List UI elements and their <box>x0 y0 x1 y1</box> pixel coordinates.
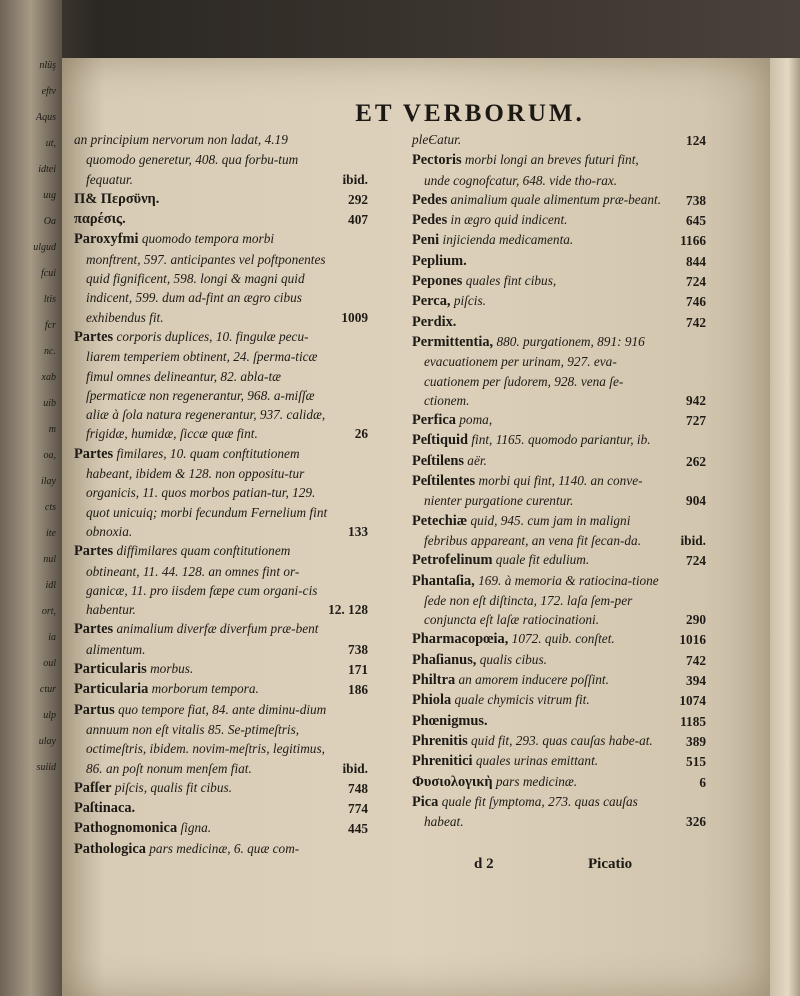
entry-text: quid fit, 293. quas cauſas habe-at. <box>471 732 653 748</box>
entry-text: quales fint cibus, <box>465 273 557 289</box>
entry-text: qualis cibus. <box>479 651 547 667</box>
left-margin-fragment: Oa <box>43 216 56 227</box>
entry-page-number: 1074 <box>679 693 706 709</box>
index-entry <box>74 679 368 699</box>
entry-page-number: 394 <box>686 673 706 689</box>
entry-page-number: 774 <box>348 801 368 817</box>
left-margin-fragment: ulgud <box>33 242 56 253</box>
index-entry <box>412 291 706 311</box>
right-column <box>412 130 710 831</box>
left-margin-fragment: ilay <box>41 476 56 487</box>
entry-headword: Pathognomonica <box>74 820 178 837</box>
entry-headword: Partes <box>74 445 114 462</box>
entry-page-number: 292 <box>348 191 368 207</box>
entry-text: quo tempore fiat, 84. ante diminu-dium annuum non eſt vitalis 85. Se-ptimeſtris, octimeſtris, ibidem. novim-meſtris, legitimus, 86. an poſt nonum menſem fiat. <box>86 701 327 776</box>
left-page-edge <box>0 0 62 996</box>
entry-text: diffimilares quam conftitutionem obtineant, 11. 44. 128. an omnes fint or-ganicæ, 11. pro iisdem fæpe cum organi-cis habentur. <box>86 543 318 618</box>
entry-page-number: 407 <box>348 212 368 228</box>
left-margin-fragment: nul <box>43 554 56 565</box>
entry-page-number: 727 <box>686 413 706 429</box>
entry-text: pars medicinæ. <box>495 773 578 789</box>
left-margin-fragment: ite <box>46 528 56 539</box>
index-entry <box>74 839 328 859</box>
index-entry <box>412 251 706 271</box>
index-entry <box>74 444 368 541</box>
entry-headword: Particularis <box>74 661 147 678</box>
entry-page-number: 124 <box>686 133 706 148</box>
entry-page-number: 645 <box>686 213 706 229</box>
index-entry <box>74 700 368 778</box>
index-entry <box>412 511 706 551</box>
index-entry <box>412 130 706 150</box>
entry-page-number: 6 <box>699 774 706 790</box>
entry-page-number: 186 <box>348 682 368 698</box>
left-margin-fragment: uib <box>43 398 56 409</box>
left-margin-fragment: nc. <box>44 346 56 357</box>
index-entry <box>74 209 368 229</box>
entry-headword: Pedes <box>412 191 448 208</box>
entry-text: pars medicinæ, 6. quæ com- <box>149 840 300 856</box>
entry-headword: Partus <box>74 701 115 718</box>
left-margin-fragment: ulp <box>43 710 56 721</box>
entry-page-number: 748 <box>348 780 368 796</box>
entry-headword: Peſtilens <box>412 452 464 469</box>
entry-page-number: ibid. <box>342 760 368 776</box>
entry-headword: Perfica <box>412 412 456 429</box>
entry-text: corporis duplices, 10. fingulæ pecu-liarem temperiem obtinent, 24. ſperma-ticæ fimul omnes delineantur, 82. abla-tæ ſpermaticæ non regenerantur, 968. a-miſſæ aliæ à ſola natura regenerantur, 937. calidæ, frigidæ, humidæ, ſiccæ quæ fint. <box>86 328 326 442</box>
entry-page-number: 171 <box>348 662 368 678</box>
index-entry <box>74 189 368 209</box>
entry-text: piſcis. <box>453 293 486 309</box>
entry-headword: Phrenitis <box>412 732 468 749</box>
entry-headword: Petrofelinum <box>412 552 493 569</box>
entry-page-number: 133 <box>348 523 368 539</box>
index-entry <box>74 659 368 679</box>
page-header: ET VERBORUM. <box>355 100 585 127</box>
index-entry <box>74 778 368 798</box>
entry-page-number: ibid. <box>342 171 368 187</box>
entry-headword: Petechiæ <box>412 512 468 529</box>
index-entry <box>412 711 706 731</box>
index-entry <box>412 629 706 649</box>
entry-text: an amorem inducere poſſint. <box>458 672 609 688</box>
entry-headword: Permittentia, <box>412 333 494 350</box>
entry-headword: Particularia <box>74 681 149 698</box>
entry-headword: Pharmacopœia, <box>412 631 509 648</box>
entry-headword: Partes <box>74 328 114 345</box>
entry-page-number: 724 <box>686 274 706 290</box>
left-margin-fragment: cts <box>44 502 56 513</box>
entry-headword: Peplium. <box>412 252 467 269</box>
entry-text: quomodo tempora morbi monftrent, 597. anticipantes vel poftponentes quid fignificent, 598. longi & magni quid indicent, 599. dum ad-fint an ægro cibus exhibendus fit. <box>86 231 326 325</box>
entry-text: 1072. quib. conſtet. <box>511 631 615 647</box>
entry-text: aër. <box>467 452 487 468</box>
entry-text: animalium diverfæ diverfum præ-bent alimentum. <box>86 621 319 657</box>
entry-headword: Pathologica <box>74 840 146 857</box>
index-entry <box>412 571 706 630</box>
left-margin-fragment: fcui <box>41 268 56 279</box>
entry-text: injicienda medicamenta. <box>442 232 574 248</box>
entry-page-number: 942 <box>686 392 706 408</box>
entry-headword: Π& Περσϋνη. <box>74 190 160 207</box>
entry-text: quales urinas emittant. <box>475 753 599 769</box>
entry-text: quale chymicis vitrum fit. <box>454 692 590 708</box>
entry-page-number: 326 <box>686 814 706 830</box>
entry-headword: Pica <box>412 793 439 810</box>
index-entry <box>412 410 706 430</box>
index-entry <box>412 332 706 410</box>
index-entry <box>74 327 368 444</box>
entry-text: in ægro quid indicent. <box>450 212 568 228</box>
entry-page-number: 738 <box>686 192 706 208</box>
index-entry <box>412 772 706 792</box>
entry-text: morbi qui fint, 1140. an conve-nienter purgatione curentur. <box>424 473 643 509</box>
entry-text: quale fit ſymptoma, 273. quas cauſas habeat. <box>424 793 638 830</box>
left-margin-fragment: suiid <box>36 762 56 773</box>
index-entry <box>412 751 706 771</box>
index-entry <box>412 670 706 690</box>
index-entry <box>412 451 706 471</box>
entry-headword: Paroxyfmi <box>74 231 139 248</box>
right-page-edge <box>770 58 800 996</box>
entry-page-number: 262 <box>686 453 706 469</box>
left-margin-fragment: ulay <box>38 736 56 747</box>
entry-headword: Partes <box>74 621 114 638</box>
entry-text: piſcis, qualis fit cibus. <box>114 779 232 795</box>
entry-headword: παρέσις. <box>74 211 126 228</box>
entry-headword: Pepones <box>412 273 463 290</box>
entry-page-number: 1016 <box>679 632 706 648</box>
entry-page-number: 844 <box>686 253 706 269</box>
index-entry <box>74 818 368 838</box>
entry-text: morborum tempora. <box>151 681 259 697</box>
left-margin-fragment: xab <box>41 372 56 383</box>
entry-headword: Philtra <box>412 672 456 689</box>
entry-text: pleЄatur. <box>412 132 462 147</box>
entry-headword: Phœnigmus. <box>412 712 488 729</box>
catchword: Picatio <box>588 856 633 872</box>
index-entry <box>74 798 368 818</box>
left-margin-fragment: eftv <box>41 86 56 97</box>
entry-headword: Partes <box>74 543 114 560</box>
index-entry <box>74 229 368 326</box>
entry-text: 169. à memoria & ratiocina-tione ſede non eſt diſtincta, 172. laſa ſem-per conjuncta eſt laſæ ratiocinationi. <box>424 572 659 628</box>
entry-text: 880. purgationem, 891: 916 evacuationem per urinam, 927. eva-cuationem per ſudorem, 928. vena ſe-ctionem. <box>424 333 645 408</box>
entry-text: an principium nervorum non ladat, 4.19 quomodo generetur, 408. qua forbu-tum fequatur. <box>74 132 299 187</box>
entry-headword: Phiola <box>412 692 452 709</box>
left-margin-fragment: idtei <box>38 164 56 175</box>
entry-headword: Paſtinaca. <box>74 800 136 817</box>
left-margin-fragment: ltis <box>43 294 56 305</box>
left-margin-fragment: fcr <box>44 320 56 331</box>
entry-headword: Pafſer <box>74 779 112 796</box>
entry-page-number: 1166 <box>680 233 706 249</box>
entry-page-number: 724 <box>686 553 706 569</box>
entry-text: morbus. <box>150 661 194 677</box>
left-margin-fragment: oa, <box>43 450 56 461</box>
entry-headword: Peſtiquid <box>412 432 468 449</box>
left-margin-fragment: ctur <box>39 684 56 695</box>
left-margin-fragment: idl <box>45 580 56 591</box>
index-entry <box>412 210 706 230</box>
index-entry <box>74 619 368 659</box>
entry-headword: Phrenitici <box>412 753 473 770</box>
index-entry <box>412 550 706 570</box>
index-entry <box>412 650 706 670</box>
entry-page-number: 1185 <box>680 713 706 729</box>
entry-page-number: 904 <box>686 493 706 509</box>
left-margin-fragment: ia <box>48 632 56 643</box>
entry-page-number: ibid. <box>680 532 706 548</box>
entry-page-number: 290 <box>686 612 706 628</box>
entry-headword: Pectoris <box>412 152 462 169</box>
index-entry <box>412 430 666 450</box>
index-entry <box>412 190 706 210</box>
entry-text: animalium quale alimentum præ-beant. <box>450 191 662 207</box>
left-margin-fragment: uıg <box>43 190 56 201</box>
entry-text: morbi longi an breves futuri fint, unde cognofcatur, 648. vide tho-rax. <box>424 152 639 188</box>
entry-page-number: 26 <box>354 426 368 442</box>
index-entry <box>412 230 706 250</box>
left-margin-fragment: m <box>48 424 56 435</box>
left-margin-fragment: ort, <box>41 606 56 617</box>
entry-headword: Perdix. <box>412 313 457 330</box>
index-entry <box>74 541 368 619</box>
left-margin-fragment: nlüş <box>39 60 56 71</box>
entry-headword: Peſtilentes <box>412 473 476 490</box>
entry-headword: Phantaſia, <box>412 572 475 589</box>
entry-text: fint, 1165. quomodo pariantur, ib. <box>471 432 651 448</box>
entry-page-number: 1009 <box>341 309 368 325</box>
index-entry <box>412 731 706 751</box>
left-margin-fragment: oul <box>43 658 56 669</box>
entry-page-number: 515 <box>686 754 706 770</box>
entry-text: quid, 945. cum jam in maligni febribus appareant, an vena fit ſecan-da. <box>424 512 642 548</box>
entry-page-number: 389 <box>686 733 706 749</box>
entry-headword: Peni <box>412 232 440 249</box>
left-margin-fragment: ut, <box>45 138 56 149</box>
index-page <box>62 58 770 996</box>
index-entry <box>412 690 706 710</box>
entry-page-number: 738 <box>348 641 368 657</box>
index-entry <box>412 271 706 291</box>
index-entry <box>412 471 706 511</box>
entry-headword: Perca, <box>412 293 451 310</box>
entry-text: ſigna. <box>180 820 212 836</box>
entry-page-number: 742 <box>686 314 706 330</box>
entry-text: fimilares, 10. quam conftitutionem habeant, ibidem & 128. non oppositu-tur organicis, 11. quos morbos patian-tur, 129. quot unicuiq; morbi fecundum Fernelium fint obnoxia. <box>86 445 328 539</box>
left-column <box>74 130 372 859</box>
index-entry <box>412 312 706 332</box>
index-entry <box>412 792 706 832</box>
signature-mark: d 2 <box>474 856 494 872</box>
entry-headword: Pedes <box>412 212 448 229</box>
left-margin-fragment: Aqus <box>36 112 56 123</box>
entry-page-number: 742 <box>686 652 706 668</box>
index-entry <box>74 130 368 189</box>
index-entry <box>412 150 666 190</box>
entry-page-number: 445 <box>348 821 368 837</box>
entry-text: quale fit edulium. <box>495 552 590 568</box>
entry-page-number: 12. 128 <box>328 602 368 618</box>
entry-headword: Phaſianus, <box>412 651 477 668</box>
entry-page-number: 746 <box>686 294 706 310</box>
entry-text: poma, <box>459 412 493 428</box>
entry-headword: Φυσιολογικὴ <box>412 773 493 790</box>
